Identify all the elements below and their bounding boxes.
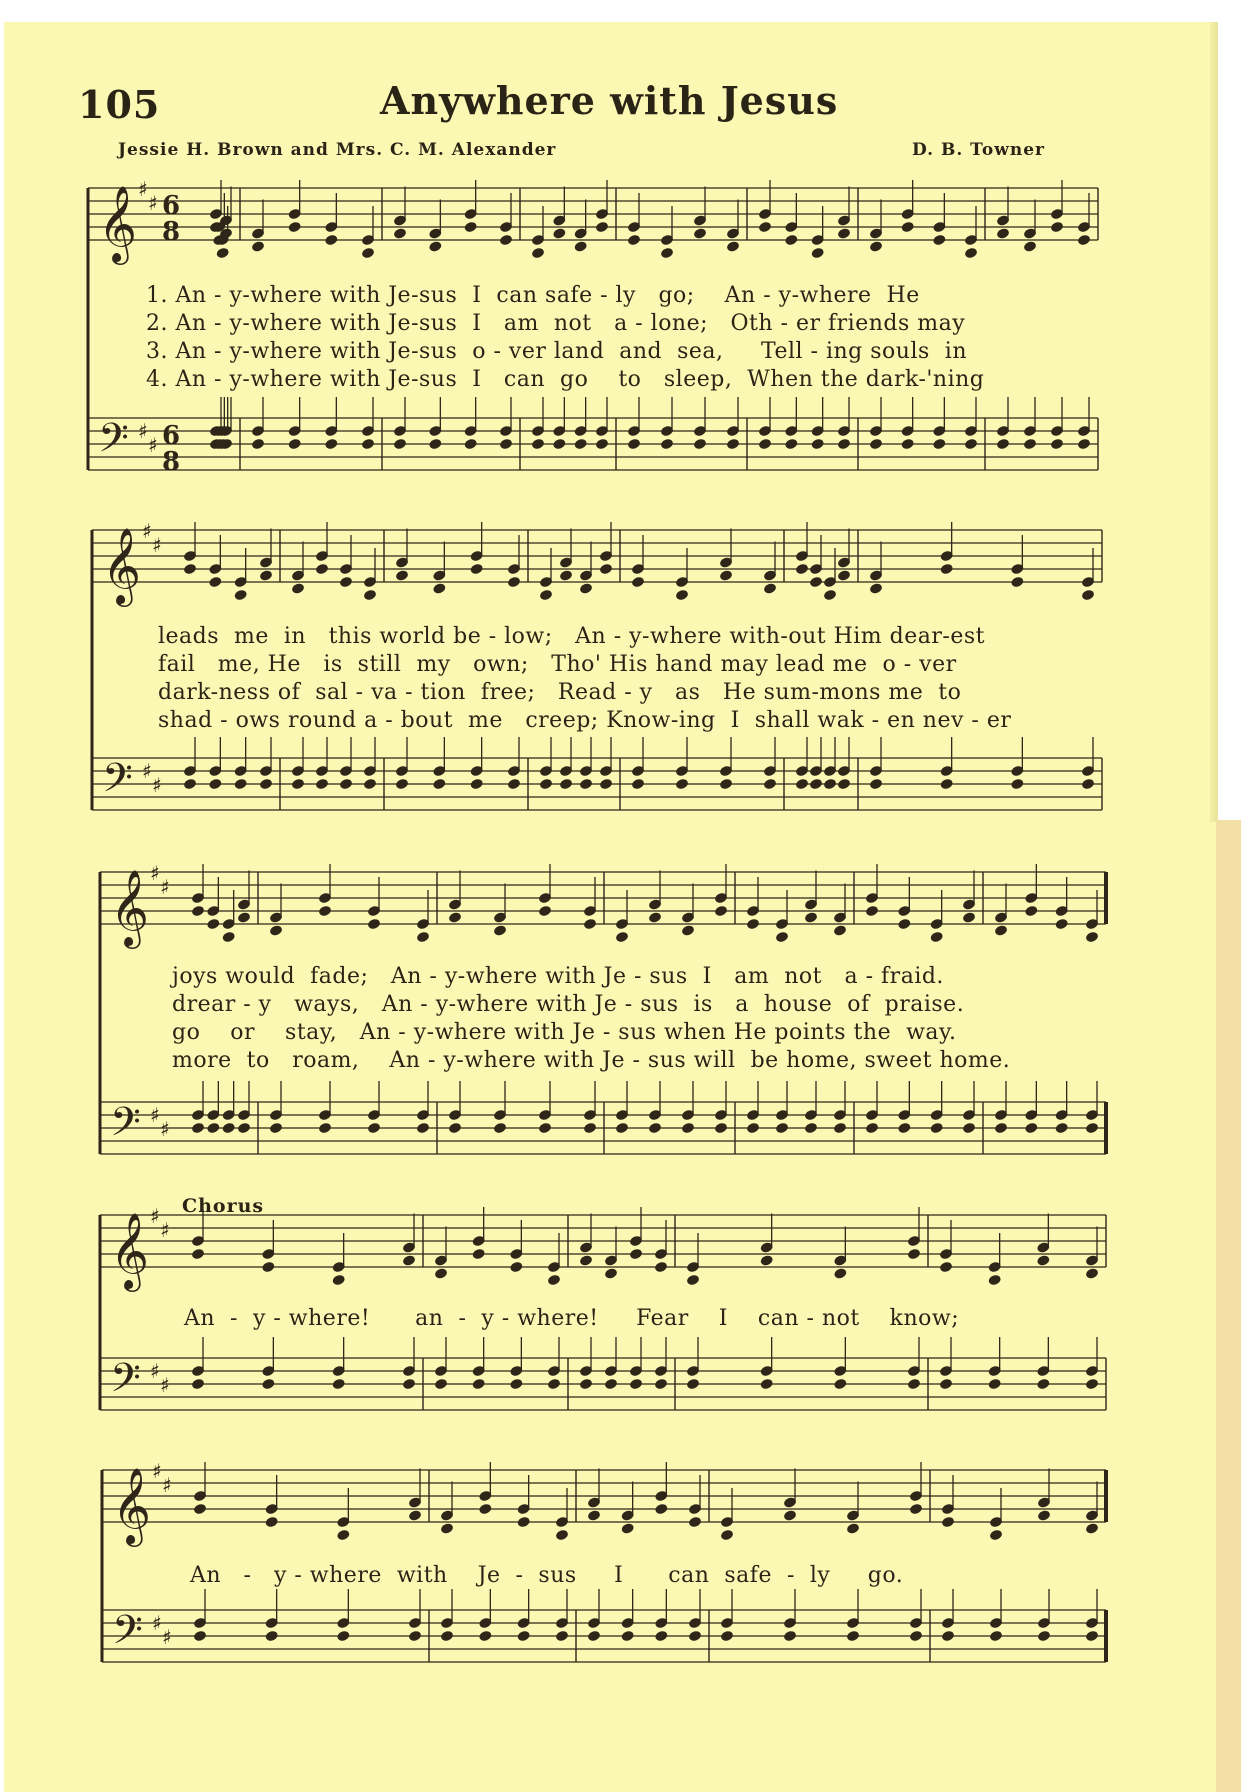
bass-clef-icon-5: 𝄢 bbox=[112, 1607, 143, 1663]
hymn-title: Anywhere with Jesus bbox=[380, 78, 839, 123]
sharp-icon-b-4: ♯ bbox=[160, 1218, 170, 1242]
sharp-icon-a-5: ♯ bbox=[152, 1459, 162, 1483]
sharp-icon-a-3: ♯ bbox=[150, 861, 160, 885]
sharp-icon-b-2: ♯ bbox=[152, 533, 162, 557]
sharp-icon-a-1: ♯ bbox=[138, 177, 148, 201]
lyric-line-s1-v3: 3. An - y-where with Je-sus o - ver land and sea, Tell - ing souls in bbox=[146, 339, 967, 364]
bass-sharp-icon-a-5: ♯ bbox=[152, 1611, 162, 1635]
time-signature-digit-3: 6 bbox=[162, 421, 181, 451]
bass-sharp-icon-a-4: ♯ bbox=[150, 1359, 160, 1383]
treble-clef-icon-4: 𝄞 bbox=[110, 1212, 150, 1289]
bass-sharp-icon-a-1: ♯ bbox=[138, 419, 148, 443]
bass-clef-icon-4: 𝄢 bbox=[110, 1355, 141, 1411]
bass-sharp-icon-b-2: ♯ bbox=[152, 773, 162, 797]
lyric-line-s1-v1: 1. An - y-where with Je-sus I can safe - ly go; An - y-where He bbox=[146, 283, 920, 308]
sharp-icon-b-3: ♯ bbox=[160, 875, 170, 899]
sharp-icon-a-4: ♯ bbox=[150, 1204, 160, 1228]
lyric-line-chorus-1: An - y - where! an - y - where! Fear I can - not know; bbox=[184, 1306, 960, 1331]
bass-clef-icon-3: 𝄢 bbox=[110, 1099, 141, 1155]
lyric-line-s3-v2: drear - y ways, An - y-where with Je - sus is a house of praise. bbox=[172, 992, 965, 1017]
lyric-line-s3-v3: go or stay, An - y-where with Je - sus when He points the way. bbox=[172, 1020, 957, 1045]
sharp-icon-a-2: ♯ bbox=[142, 519, 152, 543]
treble-clef-icon-2: 𝄞 bbox=[102, 527, 142, 604]
lyric-line-s2-v1: leads me in this world be - low; An - y-where with-out Him dear-est bbox=[158, 624, 985, 649]
sharp-icon-b-5: ♯ bbox=[162, 1473, 172, 1497]
lyric-line-s3-v1: joys would fade; An - y-where with Je - sus I am not a - fraid. bbox=[172, 964, 944, 989]
bass-sharp-icon-b-1: ♯ bbox=[148, 433, 158, 457]
bass-sharp-icon-b-3: ♯ bbox=[160, 1117, 170, 1141]
chorus-label: Chorus bbox=[182, 1195, 265, 1217]
hymn-number: 105 bbox=[78, 82, 161, 127]
time-signature-digit-4: 8 bbox=[162, 447, 181, 477]
bass-sharp-icon-b-4: ♯ bbox=[160, 1373, 170, 1397]
lyric-line-s2-v4: shad - ows round a - bout me creep; Know-ing I shall wak - en nev - er bbox=[158, 708, 1012, 733]
treble-clef-icon-3: 𝄞 bbox=[110, 869, 150, 946]
treble-clef-icon-1: 𝄞 bbox=[98, 185, 138, 262]
lyric-line-chorus-2: An - y - where with Je - sus I can safe - ly go. bbox=[190, 1563, 904, 1588]
lyric-line-s1-v4: 4. An - y-where with Je-sus I can go to sleep, When the dark-'ning bbox=[146, 367, 985, 392]
bass-clef-icon-1: 𝄢 bbox=[98, 415, 129, 471]
composer-credit: D. B. Towner bbox=[912, 140, 1045, 160]
lyric-line-s2-v2: fail me, He is still my own; Tho' His hand may lead me o - ver bbox=[158, 652, 957, 677]
treble-clef-icon-5: 𝄞 bbox=[112, 1467, 152, 1544]
lyricist-credit: Jessie H. Brown and Mrs. C. M. Alexander bbox=[118, 140, 557, 160]
time-signature-digit-1: 6 bbox=[162, 191, 181, 221]
time-signature-digit-2: 8 bbox=[162, 217, 181, 247]
lyric-line-s3-v4: more to roam, An - y-where with Je - sus will be home, sweet home. bbox=[172, 1048, 1011, 1073]
sharp-icon-b-1: ♯ bbox=[148, 191, 158, 215]
bass-sharp-icon-a-3: ♯ bbox=[150, 1103, 160, 1127]
bass-sharp-icon-a-2: ♯ bbox=[142, 759, 152, 783]
lyric-line-s1-v2: 2. An - y-where with Je-sus I am not a - lone; Oth - er friends may bbox=[146, 311, 966, 336]
lyric-line-s2-v3: dark-ness of sal - va - tion free; Read - y as He sum-mons me to bbox=[158, 680, 962, 705]
bass-sharp-icon-b-5: ♯ bbox=[162, 1625, 172, 1649]
bass-clef-icon-2: 𝄢 bbox=[102, 755, 133, 811]
